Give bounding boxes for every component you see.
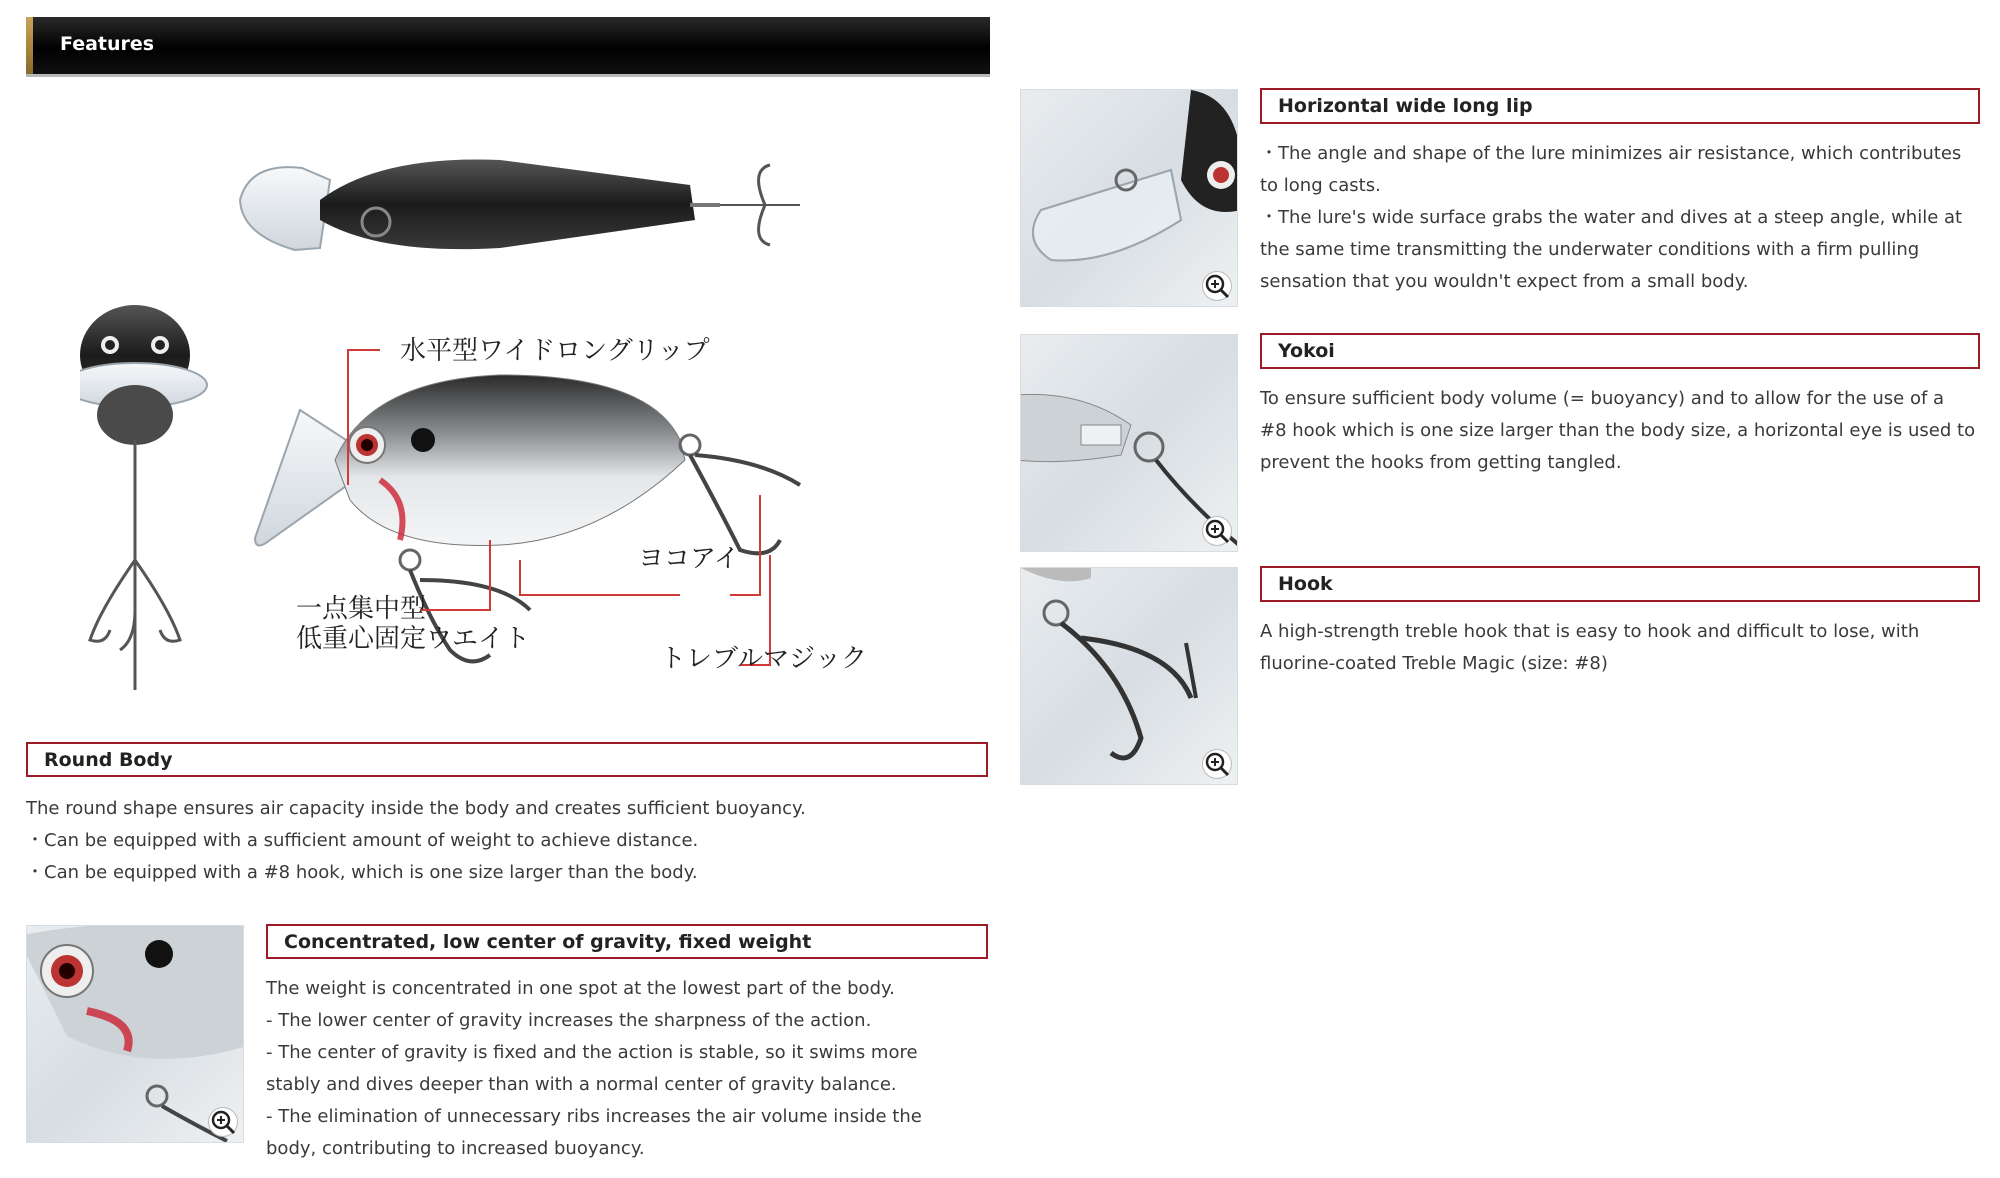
yokoi-line: #8 hook which is one size larger than the body size, a horizontal eye is used to [1260,420,1976,441]
lip-line: the same time transmitting the underwater conditions with a firm pulling [1260,239,1920,260]
round-body-line: The round shape ensures air capacity inside the body and creates sufficient buoyancy. [26,798,806,819]
lip-header [1260,88,1980,124]
lip-text [1260,138,1980,298]
hook-text [1260,616,1980,680]
hook-title: Hook [1278,573,1333,595]
callout-lip: 水平型ワイドロングリップ [400,336,710,366]
round-body-line: ・Can be equipped with a sufficient amount of weight to achieve distance. [26,830,699,851]
features-title: Features [60,33,155,55]
callout-eye: ヨコアイ [638,544,740,574]
weight-header [266,924,988,959]
yokoi-line: prevent the hooks from getting tangled. [1260,452,1622,473]
lip-line: ・The lure's wide surface grabs the water and dives at a steep angle, while at [1260,207,1963,228]
callout-weight-line2: 低重心固定ウエイト [296,624,531,654]
lip-line: to long casts. [1260,175,1381,196]
lip-thumbnail[interactable] [1020,89,1238,307]
header-accent-stripe [26,17,33,74]
yokoi-line: To ensure sufficient body volume (= buoyancy) and to allow for the use of a [1260,388,1945,409]
yokoi-text [1260,383,1980,479]
round-body-title: Round Body [44,748,173,771]
round-body-text [26,793,986,889]
lure-front-view [80,305,207,690]
zoom-in-icon[interactable] [209,1108,237,1136]
callout-hook: トレブルマジック [660,644,867,674]
lip-line: sensation that you wouldn't expect from a small body. [1260,271,1749,292]
yokoi-title: Yokoi [1278,340,1335,362]
weight-line: - The center of gravity is fixed and the action is stable, so it swims more [266,1042,918,1063]
weight-line: stably and dives deeper than with a normal center of gravity balance. [266,1074,897,1095]
hook-line: A high-strength treble hook that is easy to hook and difficult to lose, with [1260,621,1920,642]
zoom-in-icon[interactable] [1203,272,1231,300]
features-header-bar [26,17,990,77]
weight-title: Concentrated, low center of gravity, fixed weight [284,930,812,953]
yokoi-header [1260,333,1980,369]
weight-thumbnail[interactable] [26,925,244,1143]
callout-weight-line1: 一点集中型 [296,594,427,624]
weight-line: The weight is concentrated in one spot at the lowest part of the body. [266,978,895,999]
weight-line: - The elimination of unnecessary ribs increases the air volume inside the [266,1106,922,1127]
hook-line: fluorine-coated Treble Magic (size: #8) [1260,653,1608,674]
yokoi-thumbnail[interactable] [1020,334,1238,552]
zoom-in-icon[interactable] [1203,750,1231,778]
weight-text [266,973,988,1165]
round-body-header [26,742,988,777]
round-body-line: ・Can be equipped with a #8 hook, which is one size larger than the body. [26,862,698,883]
hook-thumbnail[interactable] [1020,567,1238,785]
lip-title: Horizontal wide long lip [1278,95,1533,117]
hook-header [1260,566,1980,602]
lure-top-view [240,160,800,251]
weight-line: body, contributing to increased buoyancy. [266,1138,645,1159]
zoom-in-icon[interactable] [1203,517,1231,545]
lip-line: ・The angle and shape of the lure minimizes air resistance, which contributes [1260,143,1962,164]
weight-line: - The lower center of gravity increases the sharpness of the action. [266,1010,872,1031]
